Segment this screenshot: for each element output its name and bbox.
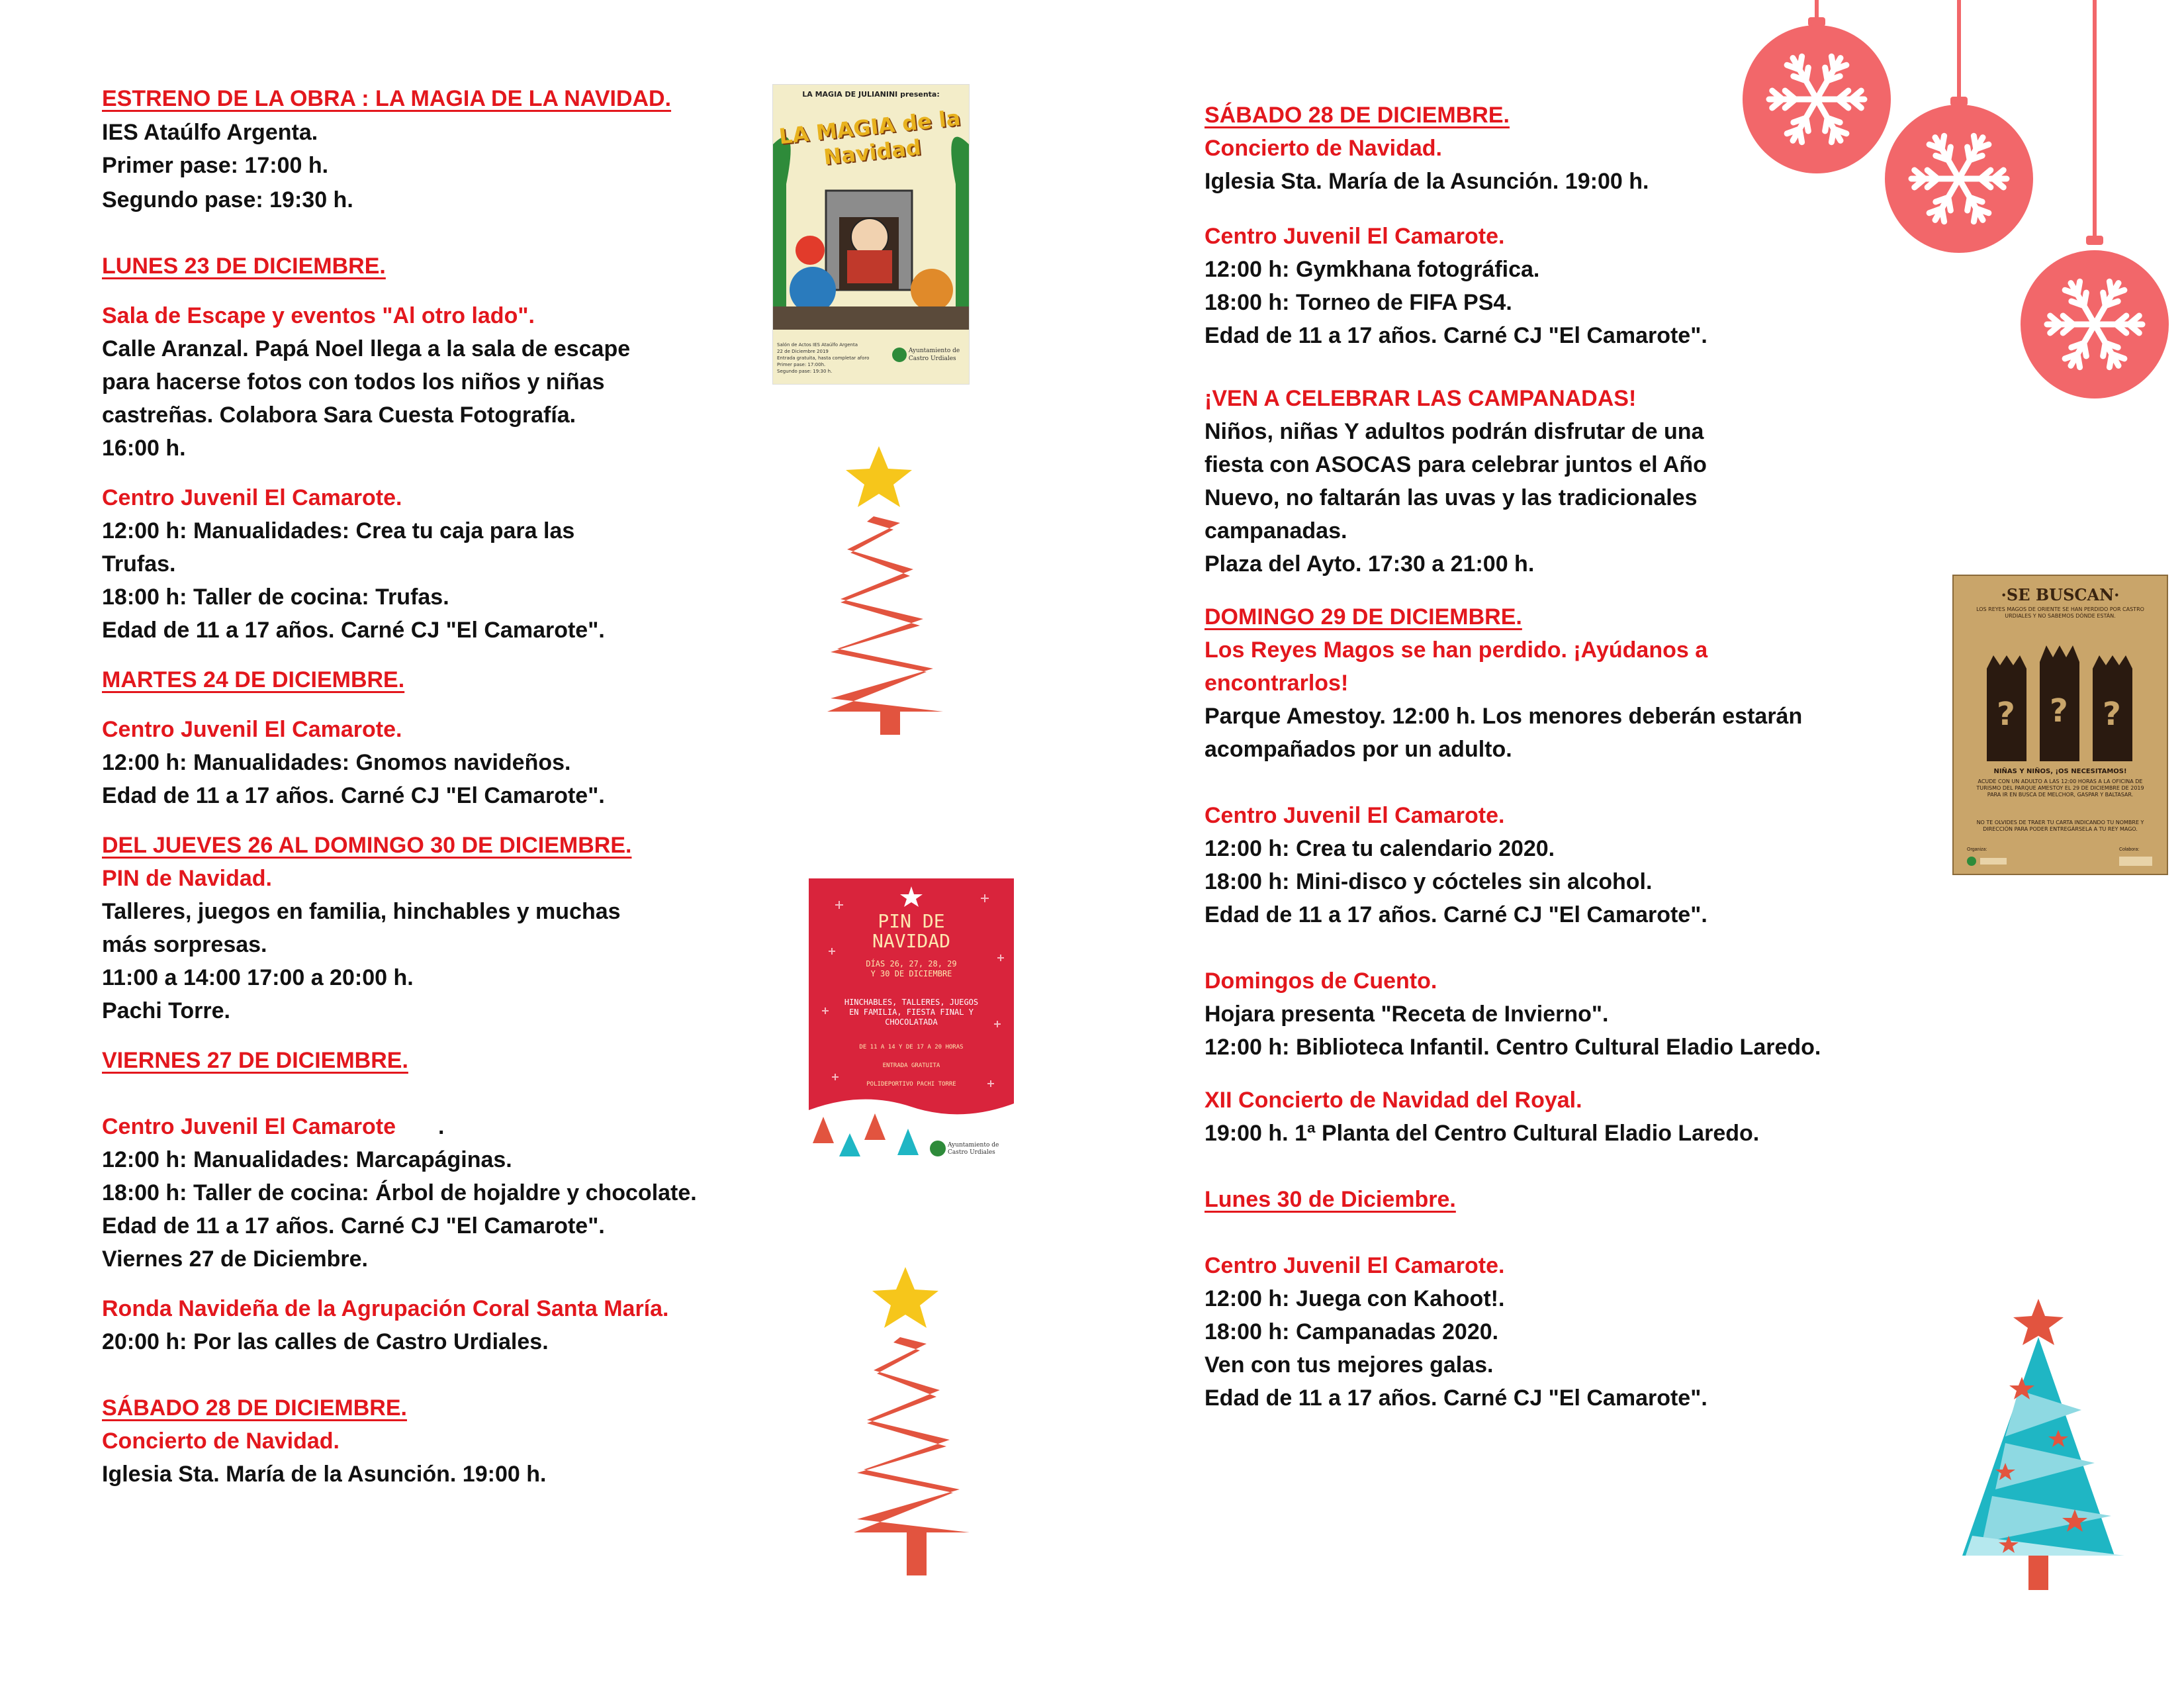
event-detail: Edad de 11 a 17 años. Carné CJ "El Camarote".	[1205, 902, 1707, 927]
zigzag-tree-icon	[827, 1264, 986, 1582]
pin-description: HINCHABLES, TALLERES, JUEGOS EN FAMILIA, FIESTA FINAL Y CHOCOLATADA	[844, 998, 979, 1027]
event-detail: Ven con tus mejores galas.	[1205, 1352, 1494, 1378]
poster-footer-info	[777, 342, 883, 375]
event-detail: Niños, niñas Y adultos podrán disfrutar de una	[1205, 419, 1704, 444]
event-title: Centro Juvenil El Camarote.	[102, 485, 402, 510]
buscan-org-label: Organiza:	[1967, 847, 1987, 852]
event-title: ¡VEN A CELEBRAR LAS CAMPANADAS!	[1205, 386, 1637, 411]
pin-hours: DE 11 A 14 Y DE 17 A 20 HORAS	[859, 1044, 964, 1051]
collab-logo	[2119, 857, 2152, 866]
red-ornament-icon	[1885, 0, 2033, 253]
poster-header: LA MAGIA DE JULIANINI presenta:	[802, 90, 940, 99]
teal-tree-icon	[1946, 1297, 2131, 1595]
zigzag-tree-icon	[801, 444, 960, 755]
poster-text-line: Entrada gratuita, hasta completar aforo	[777, 355, 870, 361]
event-detail: Iglesia Sta. María de la Asunción. 19:00 h.	[102, 1462, 547, 1487]
event-detail: Segundo pase: 19:30 h.	[102, 187, 353, 212]
punctuation-period: .	[438, 1114, 445, 1139]
section-heading: DEL JUEVES 26 AL DOMINGO 30 DE DICIEMBRE.	[102, 833, 632, 858]
event-detail: Trufas.	[102, 551, 176, 577]
poster-text-line: 22 de Diciembre 2019	[777, 349, 829, 354]
event-detail: Pachi Torre.	[102, 998, 230, 1023]
poster-text-line: Ayuntamiento de	[908, 348, 960, 354]
event-detail: 12:00 h: Biblioteca Infantil. Centro Cultural Eladio Laredo.	[1205, 1035, 1821, 1060]
event-title: Centro Juvenil El Camarote	[102, 1114, 396, 1139]
event-detail: Iglesia Sta. María de la Asunción. 19:00 h.	[1205, 169, 1649, 194]
event-detail: más sorpresas.	[102, 932, 267, 957]
castro-urdiales-logo	[1967, 857, 1976, 866]
ornaments-group	[1734, 0, 2184, 424]
event-detail: 18:00 h: Taller de cocina: Trufas.	[102, 585, 449, 610]
event-detail: 11:00 a 14:00 17:00 a 20:00 h.	[102, 965, 414, 990]
star-icon	[846, 446, 912, 507]
castro-urdiales-logo	[892, 348, 907, 362]
event-detail: Edad de 11 a 17 años. Carné CJ "El Camarote".	[102, 618, 605, 643]
pin-ayuntamiento	[948, 1142, 999, 1156]
event-title: Los Reyes Magos se han perdido. ¡Ayúdanos a	[1205, 637, 1708, 663]
event-detail: Talleres, juegos en familia, hinchables y muchas	[102, 899, 621, 924]
event-detail: Hojara presenta "Receta de Invierno".	[1205, 1002, 1609, 1027]
pin-days: DÍAS 26, 27, 28, 29 Y 30 DE DICIEMBRE	[866, 959, 957, 978]
section-heading: VIERNES 27 DE DICIEMBRE.	[102, 1048, 408, 1073]
event-detail: 19:00 h. 1ª Planta del Centro Cultural Eladio Laredo.	[1205, 1121, 1760, 1146]
poster-text-line: Segundo pase: 19:30 h.	[777, 369, 833, 374]
event-title: Centro Juvenil El Camarote.	[1205, 803, 1505, 828]
section-heading: Lunes 30 de Diciembre.	[1205, 1187, 1456, 1212]
pin-venue: POLIDEPORTIVO PACHI TORRE	[866, 1081, 956, 1088]
buscan-body: ACUDE CON UN ADULTO A LAS 12:00 HORAS A LA OFICINA DE TURISMO DEL PARQUE AMESTOY EL 29 DE DICIEMBRE DE 2019 PARA IR EN BUSCA DE MELCHOR, GASPAR Y BALTASAR.	[1976, 778, 2144, 798]
section-heading: ESTRENO DE LA OBRA : LA MAGIA DE LA NAVIDAD.	[102, 86, 672, 111]
poster-text-line: Primer pase: 17:00h.	[777, 362, 826, 367]
event-title: Sala de Escape y eventos "Al otro lado".	[102, 303, 535, 328]
event-detail: Nuevo, no faltarán las uvas y las tradicionales	[1205, 485, 1698, 510]
buscan-collab-label: Colabora:	[2119, 847, 2140, 852]
poster-title: LA MAGIA de la Navidad	[778, 105, 962, 170]
poster-text-line: Salón de Actos IES Ataúlfo Argenta	[777, 342, 858, 348]
event-detail: 12:00 h: Manualidades: Gnomos navideños.	[102, 750, 571, 775]
buscan-call: NIÑAS Y NIÑOS, ¡OS NECESITAMOS!	[1993, 768, 2127, 775]
event-detail: Parque Amestoy. 12:00 h. Los menores deberán estarán	[1205, 704, 1803, 729]
poster-text-line: Castro Urdiales	[908, 355, 956, 362]
event-detail: Viernes 27 de Diciembre.	[102, 1246, 368, 1272]
event-detail: 20:00 h: Por las calles de Castro Urdiales.	[102, 1329, 549, 1354]
event-detail: 18:00 h: Torneo de FIFA PS4.	[1205, 290, 1512, 315]
event-title: XII Concierto de Navidad del Royal.	[1205, 1088, 1582, 1113]
event-detail: 12:00 h: Manualidades: Marcapáginas.	[102, 1147, 512, 1172]
svg-text:?: ?	[2103, 696, 2121, 733]
event-detail: acompañados por un adulto.	[1205, 737, 1512, 762]
event-detail: IES Ataúlfo Argenta.	[102, 120, 318, 145]
svg-text:?: ?	[1997, 696, 2015, 733]
poster-pin-navidad	[809, 878, 1014, 1166]
event-detail: fiesta con ASOCAS para celebrar juntos el Año	[1205, 452, 1707, 477]
event-title: Domingos de Cuento.	[1205, 968, 1437, 994]
buscan-title: ·SE BUSCAN·	[2001, 585, 2120, 604]
event-title: Centro Juvenil El Camarote.	[1205, 1253, 1505, 1278]
event-title: Concierto de Navidad.	[102, 1429, 340, 1454]
section-heading: SÁBADO 28 DE DICIEMBRE.	[1205, 103, 1510, 128]
poster-magia-navidad	[772, 84, 970, 385]
poster-ayuntamiento	[892, 347, 965, 363]
event-detail: Edad de 11 a 17 años. Carné CJ "El Camarote".	[102, 1213, 605, 1239]
buscan-subtitle: LOS REYES MAGOS DE ORIENTE SE HAN PERDIDO POR CASTRO URDIALES Y NO SABEMOS DÓNDE ESTÁN.	[1976, 606, 2144, 619]
event-detail: Plaza del Ayto. 17:30 a 21:00 h.	[1205, 551, 1535, 577]
buscan-note: NO TE OLVIDES DE TRAER TU CARTA INDICANDO TU NOMBRE Y DIRECCIÓN PARA PODER ENTREGÁRSELA A TU REY MAGO.	[1976, 820, 2144, 832]
red-ornament-icon	[2021, 0, 2169, 399]
poster-se-buscan	[1952, 575, 2168, 875]
event-detail: Primer pase: 17:00 h.	[102, 153, 329, 178]
event-detail: Calle Aranzal. Papá Noel llega a la sala de escape	[102, 336, 631, 361]
event-detail: para hacerse fotos con todos los niños y niñas	[102, 369, 605, 395]
svg-text:?: ?	[2050, 692, 2068, 729]
event-detail: campanadas.	[1205, 518, 1347, 543]
section-heading: LUNES 23 DE DICIEMBRE.	[102, 254, 386, 279]
event-title: Centro Juvenil El Camarote.	[1205, 224, 1505, 249]
pin-title: PIN DE NAVIDAD	[872, 910, 950, 952]
event-detail: 16:00 h.	[102, 436, 186, 461]
event-detail: 12:00 h: Manualidades: Crea tu caja para las	[102, 518, 575, 543]
event-title: Ronda Navideña de la Agrupación Coral Santa María.	[102, 1296, 669, 1321]
event-detail: Edad de 11 a 17 años. Carné CJ "El Camarote".	[1205, 1385, 1707, 1411]
event-title: encontrarlos!	[1205, 671, 1349, 696]
poster-text-line: Castro Urdiales	[948, 1149, 995, 1156]
event-detail: 12:00 h: Crea tu calendario 2020.	[1205, 836, 1555, 861]
section-heading: DOMINGO 29 DE DICIEMBRE.	[1205, 604, 1522, 630]
section-heading: MARTES 24 DE DICIEMBRE.	[102, 667, 405, 692]
event-detail: castreñas. Colabora Sara Cuesta Fotografía.	[102, 402, 576, 428]
event-detail: Edad de 11 a 17 años. Carné CJ "El Camarote".	[102, 783, 605, 808]
event-detail: 18:00 h: Campanadas 2020.	[1205, 1319, 1499, 1344]
three-kings-silhouette	[1967, 629, 2154, 761]
event-title: Centro Juvenil El Camarote.	[102, 717, 402, 742]
org-logo	[1980, 858, 2007, 865]
event-title: PIN de Navidad.	[102, 866, 272, 891]
poster-text-line: Ayuntamiento de	[948, 1142, 999, 1149]
event-detail: 12:00 h: Gymkhana fotográfica.	[1205, 257, 1540, 282]
star-icon	[872, 1267, 938, 1328]
event-detail: 18:00 h: Taller de cocina: Árbol de hojaldre y chocolate.	[102, 1180, 697, 1205]
event-title: Concierto de Navidad.	[1205, 136, 1442, 161]
section-heading: SÁBADO 28 DE DICIEMBRE.	[102, 1395, 407, 1421]
event-detail: 12:00 h: Juega con Kahoot!.	[1205, 1286, 1505, 1311]
event-detail: Edad de 11 a 17 años. Carné CJ "El Camarote".	[1205, 323, 1707, 348]
red-ornament-icon	[1743, 0, 1891, 173]
pin-entry: ENTRADA GRATUITA	[882, 1062, 940, 1069]
event-detail: 18:00 h: Mini-disco y cócteles sin alcohol.	[1205, 869, 1653, 894]
